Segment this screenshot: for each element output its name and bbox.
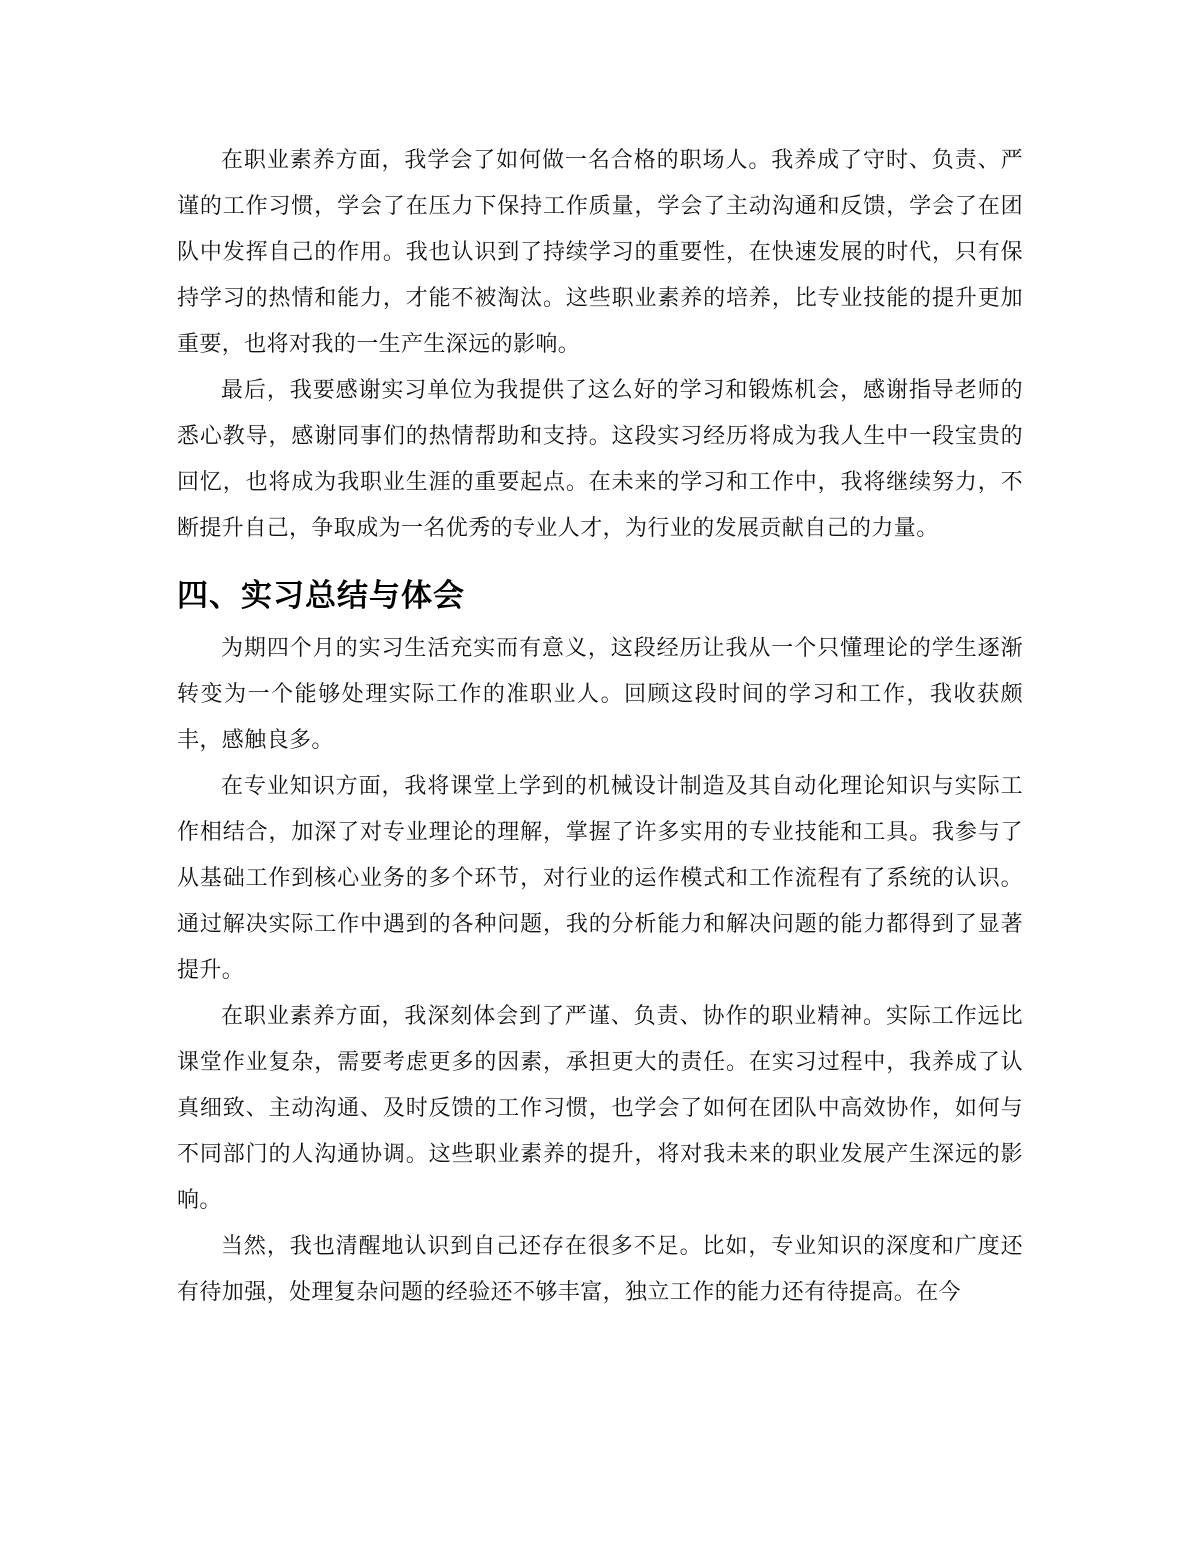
previous-section-continuation (177, 138, 1023, 552)
paragraph-acknowledgements: 最后，我要感谢实习单位为我提供了这么好的学习和锻炼机会，感谢指导老师的悉心教导，感谢同事们的热情帮助和支持。这段实习经历将成为我人生中一段宝贵的回忆，也将成为我职业生涯的重要起点。在未来的学习和工作中，我将继续努力，不断提升自己，争取成为一名优秀的专业人才，为行业的发展贡献自己的力量。 (177, 378, 1023, 541)
document-page (177, 138, 1023, 1316)
paragraph-professional-knowledge: 在专业知识方面，我将课堂上学到的机械设计制造及其自动化理论知识与实际工作相结合，加深了对专业理论的理解，掌握了许多实用的专业技能和工具。我参与了从基础工作到核心业务的多个环节，对行业的运作模式和工作流程有了系统的认识。通过解决实际工作中遇到的各种问题，我的分析能力和解决问题的能力都得到了显著提升。 (177, 774, 1023, 983)
paragraph-professional-quality: 在职业素养方面，我学会了如何做一名合格的职场人。我养成了守时、负责、严谨的工作习惯，学会了在压力下保持工作质量，学会了主动沟通和反馈，学会了在团队中发挥自己的作用。我也认识到了持续学习的重要性，在快速发展的时代，只有保持学习的热情和能力，才能不被淘汰。这些职业素养的培养，比专业技能的提升更加重要，也将对我的一生产生深远的影响。 (177, 148, 1023, 357)
paragraph-overview: 为期四个月的实习生活充实而有意义，这段经历让我从一个只懂理论的学生逐渐转变为一个能够处理实际工作的准职业人。回顾这段时间的学习和工作，我收获颇丰，感触良多。 (177, 636, 1023, 753)
paragraph-shortcomings: 当然，我也清醒地认识到自己还存在很多不足。比如，专业知识的深度和广度还有待加强，处理复杂问题的经验还不够丰富，独立工作的能力还有待提高。在今 (177, 1234, 1023, 1305)
section-internship-summary (177, 566, 1023, 1316)
paragraph-professional-ethics: 在职业素养方面，我深刻体会到了严谨、负责、协作的职业精神。实际工作远比课堂作业复杂，需要考虑更多的因素，承担更大的责任。在实习过程中，我养成了认真细致、主动沟通、及时反馈的工作习惯，也学会了如何在团队中高效协作，如何与不同部门的人沟通协调。这些职业素养的提升，将对我未来的职业发展产生深远的影响。 (177, 1004, 1023, 1213)
section-heading: 四、实习总结与体会 (177, 578, 465, 614)
